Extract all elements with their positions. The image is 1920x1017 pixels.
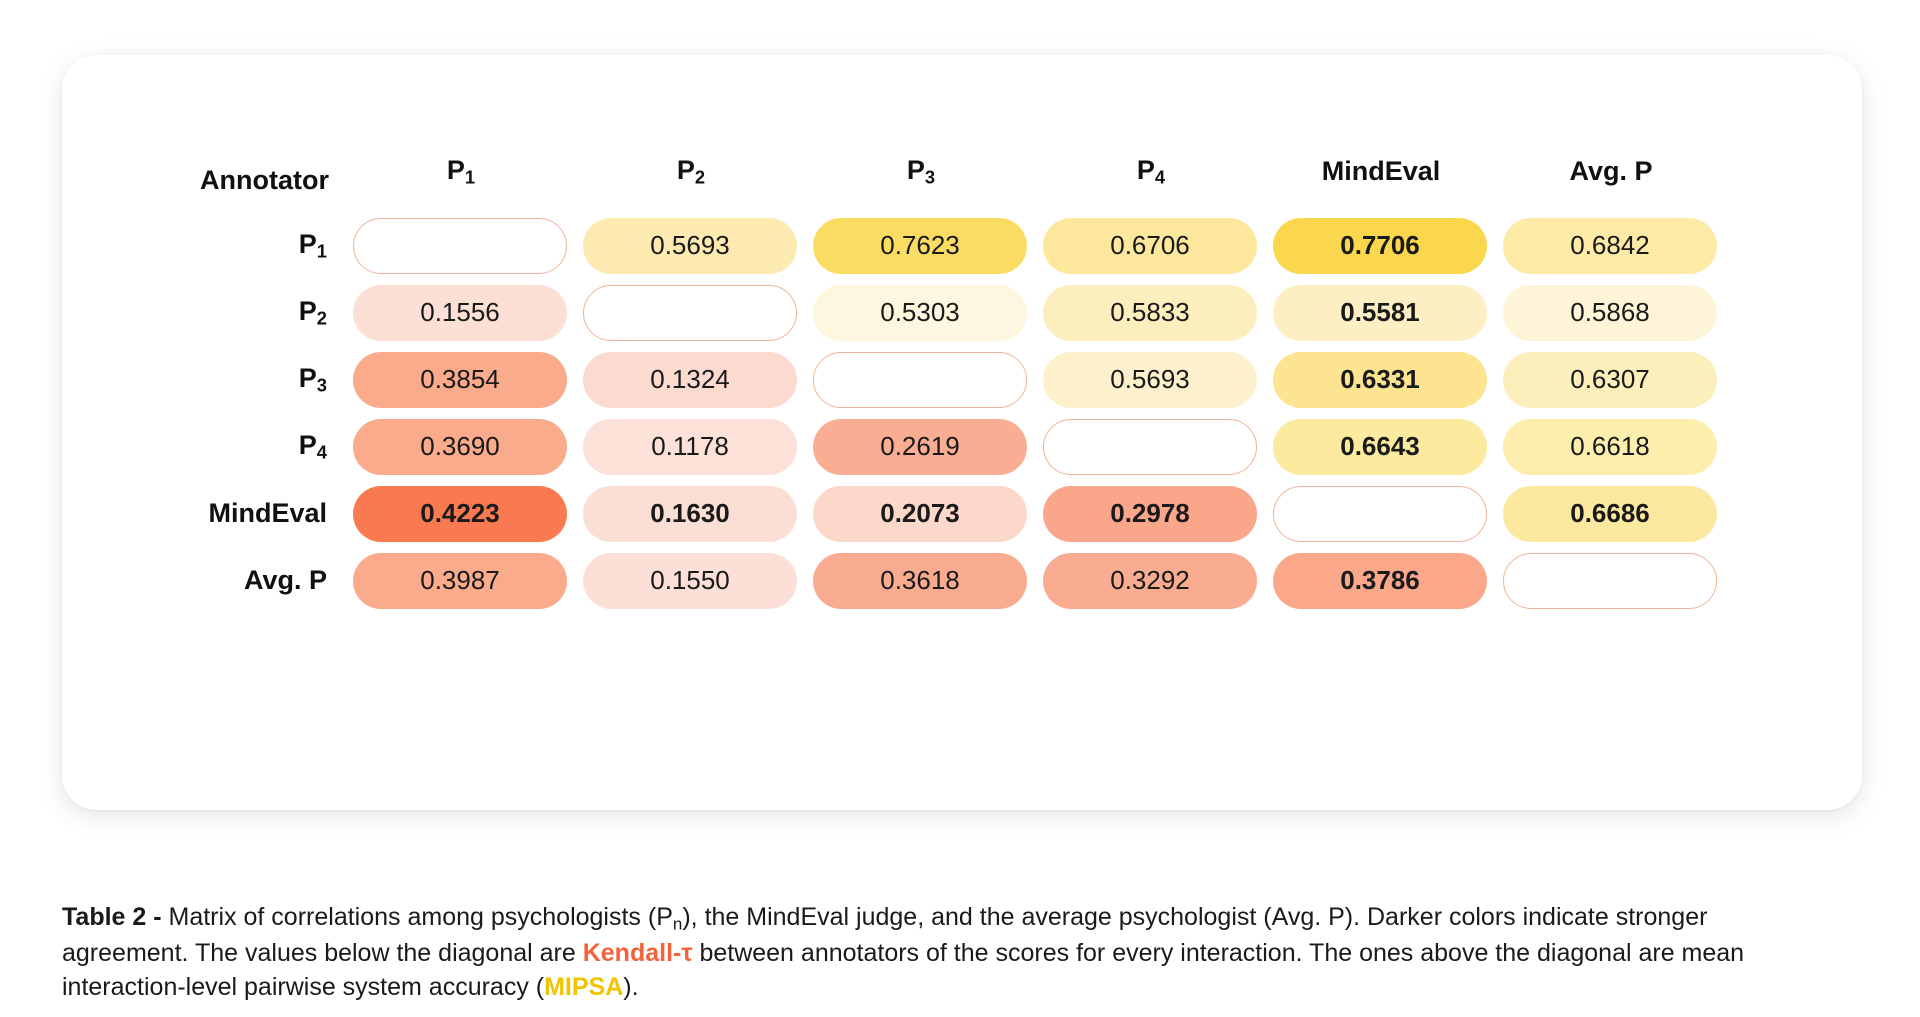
table-body bbox=[176, 218, 1719, 609]
col-header-p1: $P_1$ bbox=[446, 155, 476, 188]
matrix-cell bbox=[1273, 352, 1489, 408]
matrix-cell bbox=[583, 553, 799, 609]
corner-label: Annotator bbox=[200, 164, 329, 195]
table-row bbox=[176, 486, 1719, 542]
cell-p4-p2: 0.1178 bbox=[583, 419, 797, 475]
cell-p3-mindeval: 0.6331 bbox=[1273, 352, 1487, 408]
col-header-p3: $P_3$ bbox=[906, 155, 936, 188]
matrix-cell bbox=[583, 218, 799, 274]
cell-p2-p2 bbox=[583, 285, 797, 341]
col-header-p4: $P_4$ bbox=[1136, 155, 1166, 188]
matrix-cell bbox=[1273, 285, 1489, 341]
cell-p2-mindeval: 0.5581 bbox=[1273, 285, 1487, 341]
table-header bbox=[176, 154, 1719, 207]
row-header-p3: $P_3$ bbox=[298, 362, 327, 396]
cell-p1-avgp: 0.6842 bbox=[1503, 218, 1717, 274]
cell-p1-p3: 0.7623 bbox=[813, 218, 1027, 274]
matrix-cell bbox=[1503, 486, 1719, 542]
cell-p4-mindeval: 0.6643 bbox=[1273, 419, 1487, 475]
col-header-p2: $P_2$ bbox=[676, 155, 706, 188]
cell-avgp-p2: 0.1550 bbox=[583, 553, 797, 609]
matrix-cell bbox=[583, 285, 799, 341]
cell-p1-p4: 0.6706 bbox=[1043, 218, 1257, 274]
matrix-cell bbox=[1273, 218, 1489, 274]
matrix-cell bbox=[813, 486, 1029, 542]
matrix-cell bbox=[353, 285, 569, 341]
table-card bbox=[62, 55, 1862, 810]
cell-mindeval-avgp: 0.6686 bbox=[1503, 486, 1717, 542]
row-header-p4: $P_4$ bbox=[298, 429, 327, 463]
caption-mipsa-term: MIPSA bbox=[544, 973, 624, 1002]
matrix-cell bbox=[1503, 218, 1719, 274]
matrix-cell bbox=[353, 419, 569, 475]
cell-avgp-mindeval: 0.3786 bbox=[1273, 553, 1487, 609]
matrix-cell bbox=[1503, 553, 1719, 609]
matrix-cell bbox=[1503, 285, 1719, 341]
caption-kendall-term: Kendall-τ bbox=[582, 938, 693, 967]
row-header-p2: $P_2$ bbox=[298, 295, 327, 329]
matrix-cell bbox=[1273, 419, 1489, 475]
table-caption bbox=[62, 900, 1792, 1005]
matrix-cell bbox=[583, 352, 799, 408]
caption-text-1: Matrix of correlations among psychologists (P bbox=[161, 903, 673, 931]
cell-p1-mindeval: 0.7706 bbox=[1273, 218, 1487, 274]
cell-avgp-p1: 0.3987 bbox=[353, 553, 567, 609]
cell-avgp-p3: 0.3618 bbox=[813, 553, 1027, 609]
matrix-cell bbox=[1273, 553, 1489, 609]
cell-p2-p4: 0.5833 bbox=[1043, 285, 1257, 341]
cell-p3-p1: 0.3854 bbox=[353, 352, 567, 408]
row-header-mindeval: MindEval bbox=[208, 498, 327, 529]
cell-p1-p2: 0.5693 bbox=[583, 218, 797, 274]
row-header-p1: $P_1$ bbox=[298, 228, 327, 262]
cell-p3-p2: 0.1324 bbox=[583, 352, 797, 408]
caption-text-4: ). bbox=[623, 973, 639, 1002]
matrix-cell bbox=[813, 218, 1029, 274]
matrix-cell bbox=[353, 218, 569, 274]
matrix-cell bbox=[1503, 419, 1719, 475]
matrix-cell bbox=[353, 486, 569, 542]
matrix-cell bbox=[583, 486, 799, 542]
matrix-cell bbox=[1043, 419, 1259, 475]
matrix-cell bbox=[1043, 218, 1259, 274]
cell-p3-avgp: 0.6307 bbox=[1503, 352, 1717, 408]
cell-p2-p1: 0.1556 bbox=[353, 285, 567, 341]
cell-p4-p1: 0.3690 bbox=[353, 419, 567, 475]
matrix-cell bbox=[1043, 285, 1259, 341]
matrix-cell bbox=[813, 285, 1029, 341]
matrix-cell bbox=[353, 352, 569, 408]
cell-p2-p3: 0.5303 bbox=[813, 285, 1027, 341]
caption-text-2: ), the MindEval judge, and the average psychologist (Avg. P). Darker colors indicate stronger agreement. The values below the diagonal are bbox=[62, 903, 1708, 967]
cell-mindeval-mindeval bbox=[1273, 486, 1487, 542]
matrix-cell bbox=[813, 419, 1029, 475]
cell-p1-p1 bbox=[353, 218, 567, 274]
row-header-avgp: Avg. P bbox=[243, 565, 327, 596]
cell-mindeval-p2: 0.1630 bbox=[583, 486, 797, 542]
cell-mindeval-p3: 0.2073 bbox=[813, 486, 1027, 542]
cell-p3-p3 bbox=[813, 352, 1027, 408]
cell-avgp-p4: 0.3292 bbox=[1043, 553, 1257, 609]
cell-p2-avgp: 0.5868 bbox=[1503, 285, 1717, 341]
matrix-cell bbox=[813, 352, 1029, 408]
cell-p4-p3: 0.2619 bbox=[813, 419, 1027, 475]
matrix-cell bbox=[583, 419, 799, 475]
correlation-matrix-table bbox=[162, 143, 1733, 620]
table-row bbox=[176, 419, 1719, 475]
cell-mindeval-p1: 0.4223 bbox=[353, 486, 567, 542]
cell-mindeval-p4: 0.2978 bbox=[1043, 486, 1257, 542]
col-header-mindeval: MindEval bbox=[1321, 156, 1441, 187]
matrix-cell bbox=[1043, 553, 1259, 609]
cell-p4-avgp: 0.6618 bbox=[1503, 419, 1717, 475]
table-row bbox=[176, 285, 1719, 341]
matrix-cell bbox=[1043, 352, 1259, 408]
table-row bbox=[176, 553, 1719, 609]
col-header-avgp: Avg. P bbox=[1569, 156, 1653, 187]
cell-p3-p4: 0.5693 bbox=[1043, 352, 1257, 408]
caption-text-3: between annotators of the scores for every interaction. The ones above the diagonal are mean interaction-level pairwise system accuracy ( bbox=[62, 938, 1745, 1002]
matrix-cell bbox=[813, 553, 1029, 609]
table-row bbox=[176, 218, 1719, 274]
matrix-cell bbox=[1043, 486, 1259, 542]
matrix-cell bbox=[1273, 486, 1489, 542]
caption-label: Table 2 - bbox=[62, 903, 162, 931]
cell-avgp-avgp bbox=[1503, 553, 1717, 609]
cell-p4-p4 bbox=[1043, 419, 1257, 475]
matrix-cell bbox=[353, 553, 569, 609]
matrix-cell bbox=[1503, 352, 1719, 408]
caption-sub-n: n bbox=[672, 914, 683, 934]
header-row bbox=[176, 154, 1719, 207]
table-row bbox=[176, 352, 1719, 408]
